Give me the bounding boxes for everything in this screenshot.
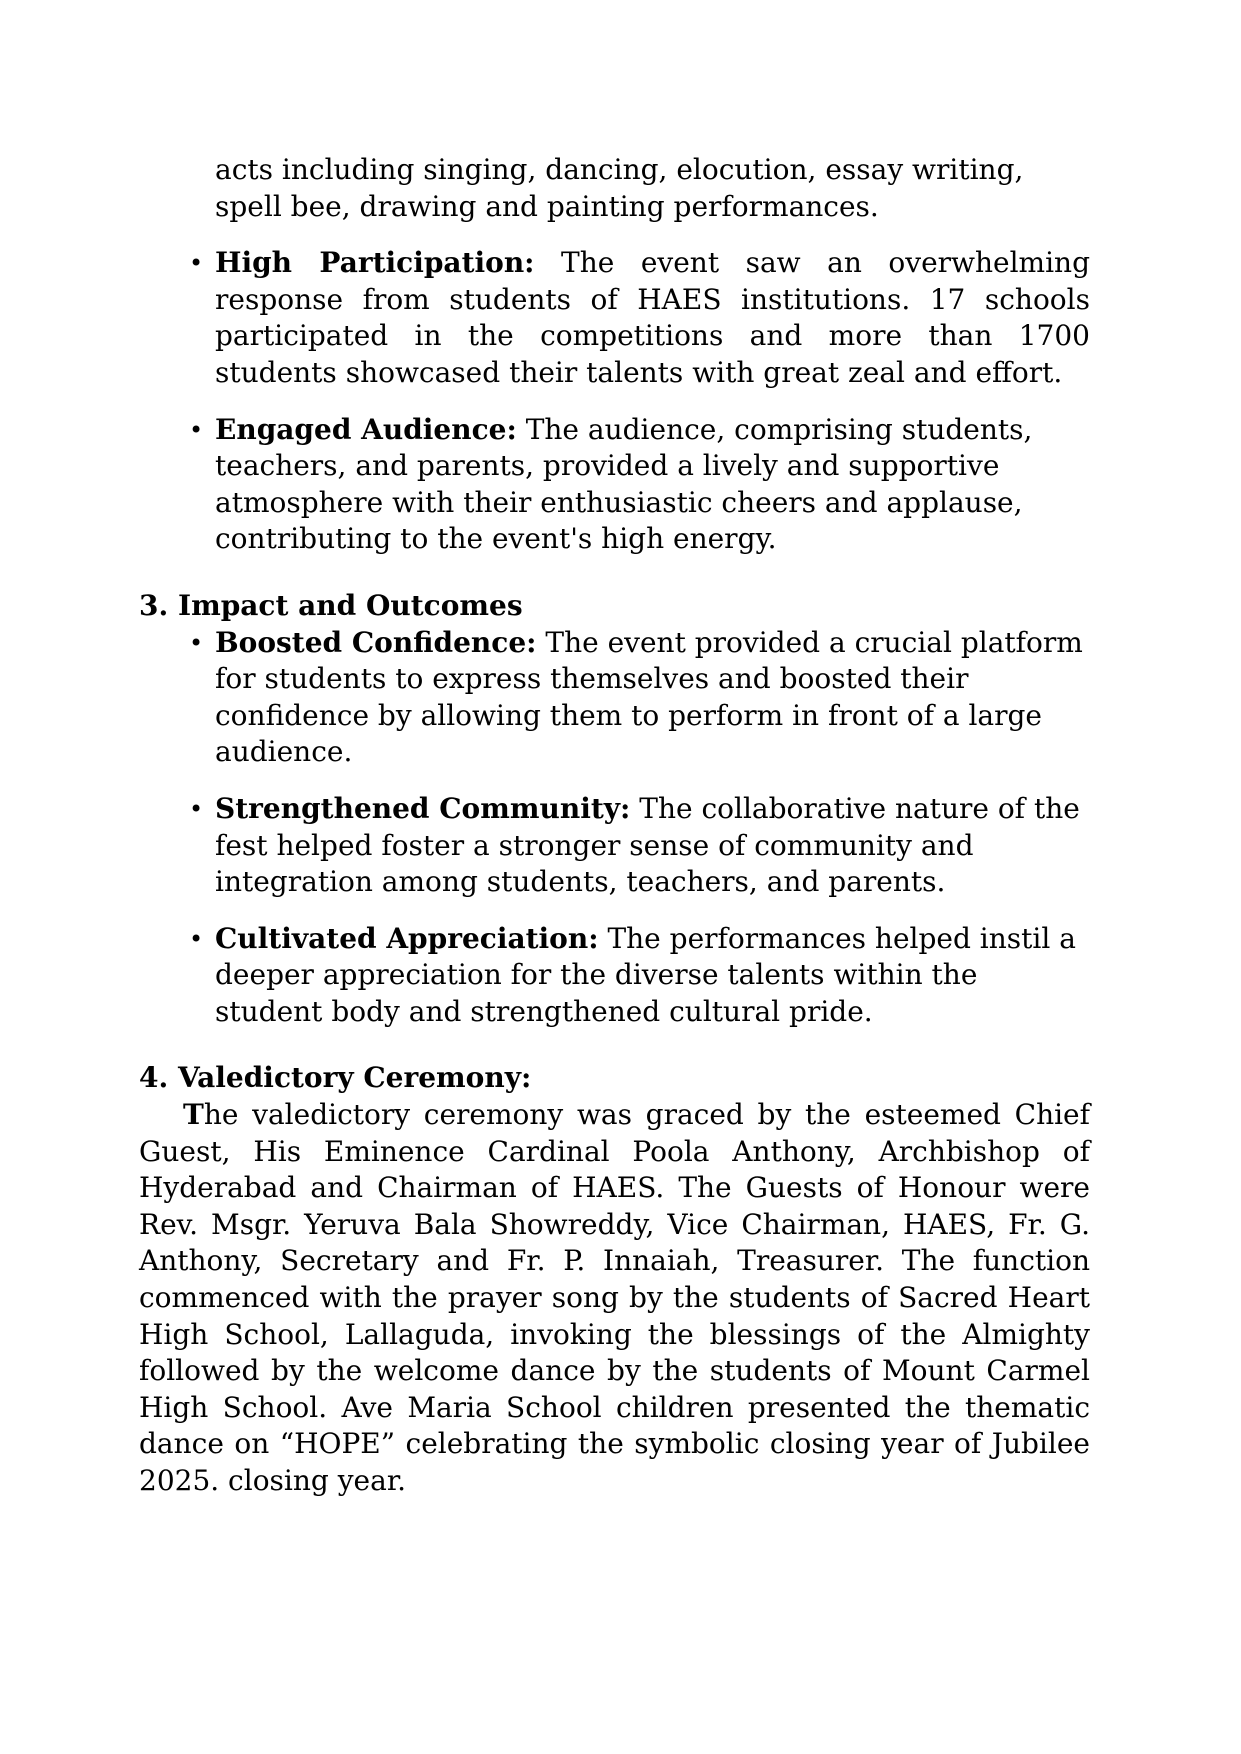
bullet-dot-icon: • (189, 249, 204, 278)
bullet-text: The event provided a crucial platform for students to express themselves and boosted their confidence by allowing them to perform in front of a large audience. (215, 625, 1083, 769)
bullet-text: The performances helped instil a deeper appreciation for the diverse talents within the student body and strengthened cultural pride. (215, 921, 1076, 1028)
bullet-item-high-participation (139, 245, 1090, 391)
continuation-paragraph (215, 152, 1090, 225)
bullet-dot-icon: • (189, 794, 204, 823)
bullet-paragraph (215, 921, 1090, 1031)
bullet-label: Engaged Audience: (215, 412, 517, 446)
bullet-text: The event saw an overwhelming response from students of HAES institutions. 17 schools participated in the competitions and more than 1700 students showcased their talents with great zeal and effort. (215, 246, 1091, 389)
bullet-label: High Participation: (215, 246, 535, 280)
bullet-paragraph (215, 625, 1090, 771)
bullet-item-boosted-confidence (139, 625, 1090, 771)
bullet-label: Boosted Confidence: (215, 625, 537, 659)
bullet-label: Strengthened Community: (215, 791, 631, 825)
document-content (139, 152, 1090, 1500)
bullet-paragraph (215, 791, 1090, 901)
bullet-text: The audience, comprising students, teachers, and parents, provided a lively and supportive atmosphere with their enthusiastic cheers and applause, contributing to the event's high energy. (215, 412, 1033, 556)
bullet-item-strengthened-community (139, 791, 1090, 901)
bullet-label: Cultivated Appreciation: (215, 921, 599, 955)
valedictory-text: he valedictory ceremony was graced by the esteemed Chief Guest, His Eminence Cardinal Poola Anthony, Archbishop of Hyderabad and Chairman of HAES. The Guests of Honour were Rev. Msgr. Yeruva Bala Showreddy, Vice Chairman, HAES, Fr. G. Anthony, Secretary and Fr. P. Innaiah, Treasurer. The function commenced with the prayer song by the students of Sacred Heart High School, Lallaguda, invoking the blessings of the Almighty followed by the welcome dance by the students of Mount Carmel High School. Ave Maria School children presented the thematic dance on “HOPE” celebrating the symbolic closing year of Jubilee 2025. closing year. (139, 1098, 1090, 1497)
bullet-paragraph (215, 245, 1090, 391)
bullet-text: The collaborative nature of the fest helped foster a stronger sense of community and integration among students, teachers, and parents. (215, 791, 1080, 899)
valedictory-paragraph (139, 1097, 1090, 1500)
section-heading-impact-and-outcomes: 3. Impact and Outcomes (139, 588, 523, 622)
bullet-dot-icon: • (189, 415, 204, 444)
drop-cap-lead: T (183, 1098, 204, 1132)
continuation-text: acts including singing, dancing, elocution, essay writing, spell bee, drawing and painting performances. (215, 153, 1024, 223)
bullet-dot-icon: • (189, 924, 204, 953)
bullet-item-engaged-audience (139, 412, 1090, 558)
section-heading-valedictory-ceremony: 4. Valedictory Ceremony: (139, 1061, 532, 1095)
bullet-paragraph (215, 412, 1090, 558)
bullet-item-cultivated-appreciation (139, 921, 1090, 1031)
bullet-dot-icon: • (189, 628, 204, 657)
